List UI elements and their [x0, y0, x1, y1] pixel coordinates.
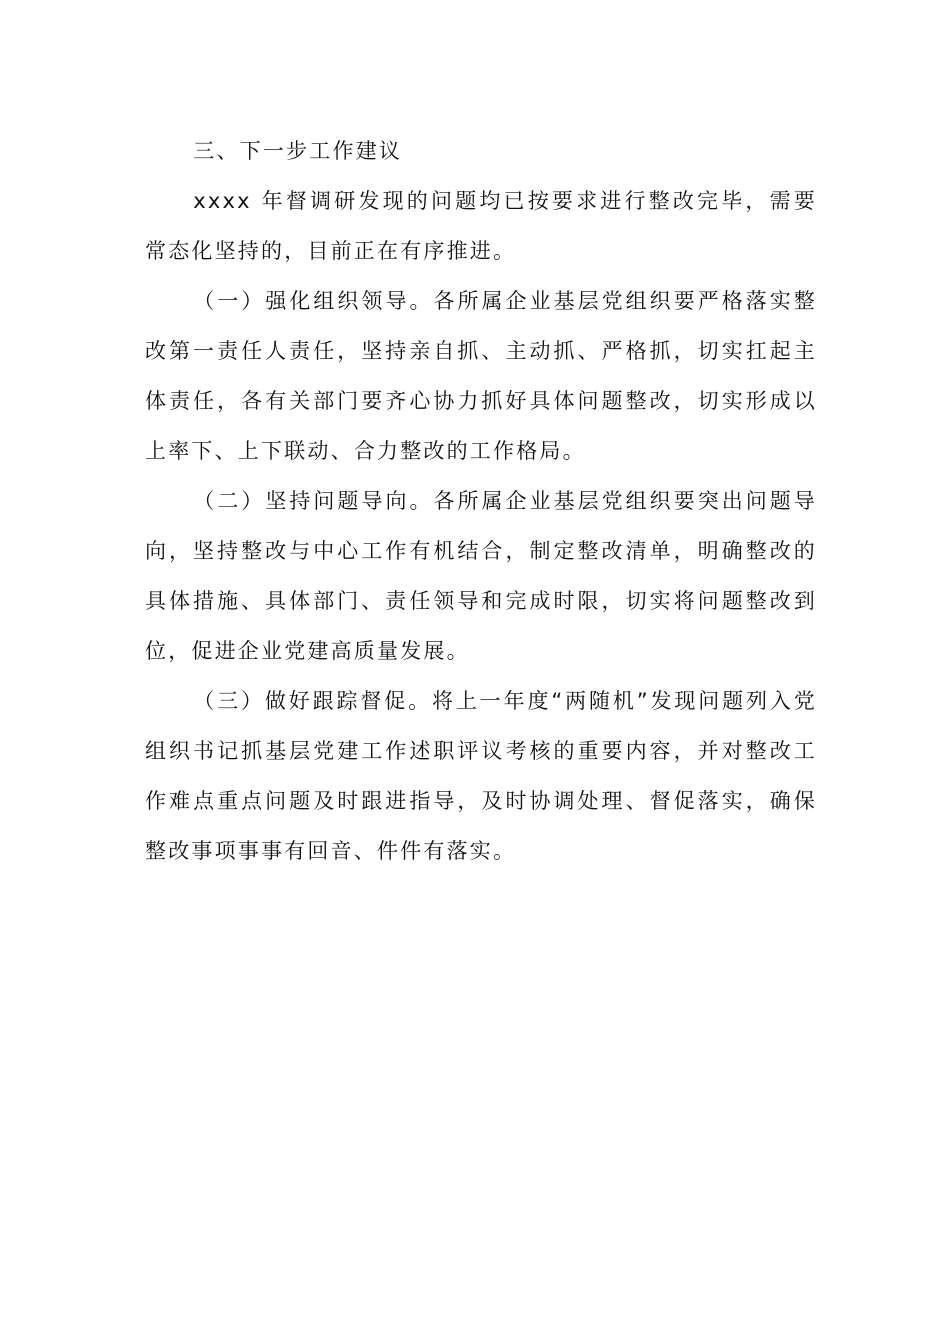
- paragraph-intro: xxxx 年督调研发现的问题均已按要求进行整改完毕，需要常态化坚持的，目前正在有序推进。: [145, 189, 817, 263]
- section-heading: 三、下一步工作建议: [193, 139, 403, 163]
- paragraph-problem-orientation: （二）坚持问题导向。各所属企业基层党组织要突出问题导向，坚持整改与中心工作有机结合，制定整改清单，明确整改的具体措施、具体部门、责任领导和完成时限，切实将问题整改到位，促进企业党建高质量发展。: [145, 489, 817, 663]
- paragraph-tracking-supervision: （三）做好跟踪督促。将上一年度“两随机”发现问题列入党组织书记抓基层党建工作述职评议考核的重要内容，并对整改工作难点重点问题及时跟进指导，及时协调处理、督促落实，确保整改事项事事有回音、件件有落实。: [145, 689, 817, 863]
- document-body: [145, 126, 817, 876]
- paragraph-organization-leadership: （一）强化组织领导。各所属企业基层党组织要严格落实整改第一责任人责任，坚持亲自抓、主动抓、严格抓，切实扛起主体责任，各有关部门要齐心协力抓好具体问题整改，切实形成以上率下、上下联动、合力整改的工作格局。: [145, 289, 817, 463]
